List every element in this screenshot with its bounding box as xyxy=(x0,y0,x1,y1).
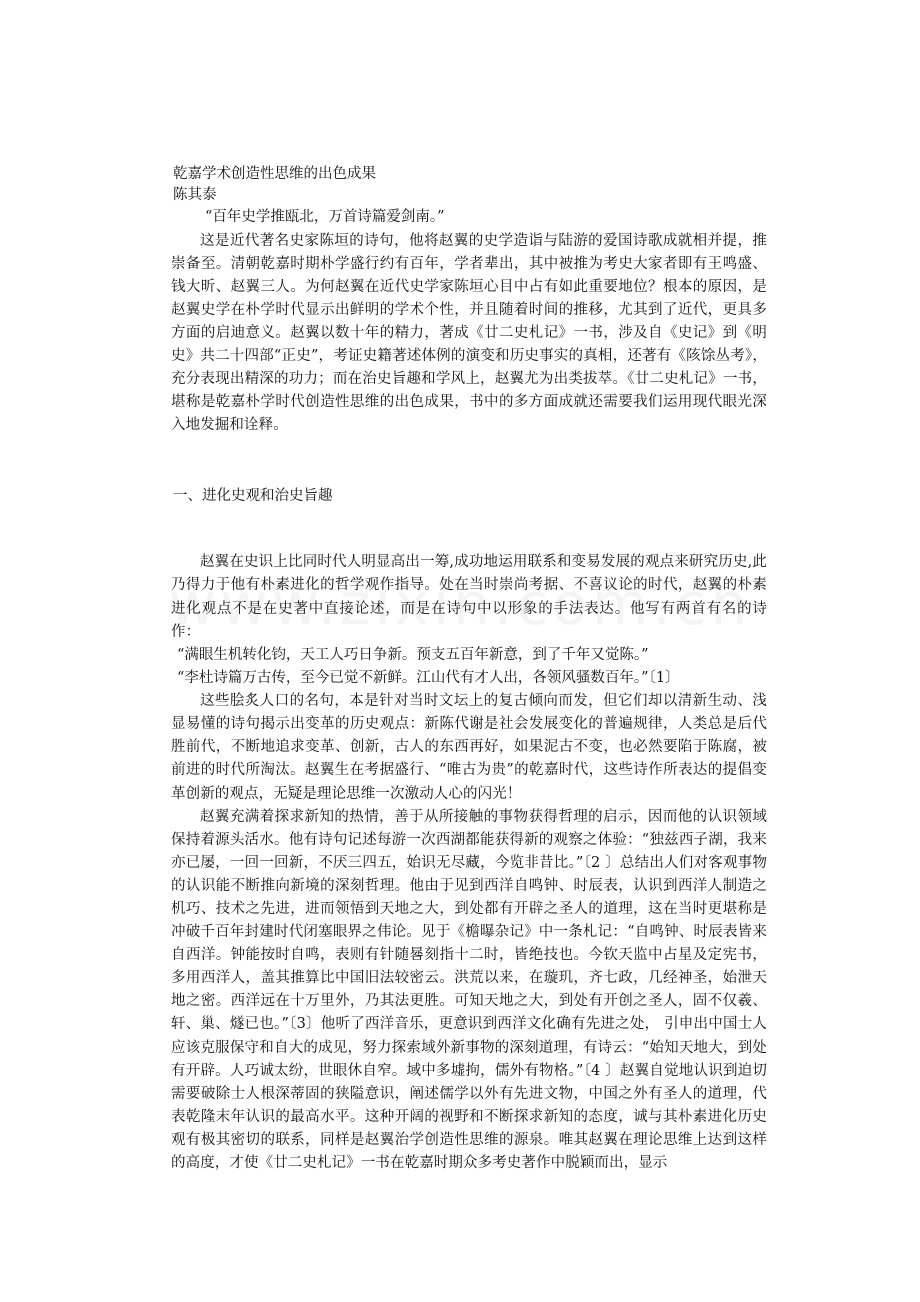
poem-line-2: “李杜诗篇万古传，至今已觉不新鲜。江山代有才人出，各领风骚数百年。”〔1〕 xyxy=(177,669,680,686)
spacer xyxy=(171,437,767,485)
article-author: 陈其泰 xyxy=(173,187,217,203)
article-title: 乾嘉学术创造性思维的出色成果 xyxy=(173,166,376,182)
document-body xyxy=(171,164,767,1175)
intro-paragraph: 这是近代著名史家陈垣的诗句，他将赵翼的史学造诣与陆游的爱国诗歌成就相并提，推崇备至。清朝乾嘉时期朴学盛行约有百年，学者辈出，其中被推为考史大家者即有王鸣盛、钱大昕、赵翼三人。为何赵翼在近代史学家陈垣心目中占有如此重要地位？根本的原因，是赵翼史学在朴学时代显示出鲜明的学术个性，并且随着时间的推移，尤其到了近代，更具多方面的启迪意义。赵翼以数十年的精力，著成《廿二史札记》一书，涉及自《史记》到《明史》共二十四部“正史”，考证史籍著述体例的演变和历史事实的真相，还著有《陔馀丛考》，充分表现出精深的功力；而在治史旨趣和学风上，赵翼尤为出类拔萃。《廿二史札记》一书，堪称是乾嘉朴学时代创造性思维的出色成果，书中的多方面成就还需要我们运用现代眼光深入地发掘和诠释。 xyxy=(171,232,767,434)
opening-quote: “百年史学推瓯北，万首诗篇爱剑南。” xyxy=(205,209,445,225)
section-paragraph-1: 赵翼在史识上比同时代人明显高出一筹,成功地运用联系和变易发展的观点来研究历史,此乃得力于他有朴素进化的哲学观作指导。处在当时崇尚考据、不喜议论的时代，赵翼的朴素进化观点不是在史著中直接论述，而是在诗句中以形象的手法表达。他写有两首有名的诗作： xyxy=(171,554,767,640)
section-paragraph-2: 这些脍炙人口的名句，本是针对当时文坛上的复古倾向而发，但它们却以清新生动、浅显易懂的诗句揭示出变革的历史观点：新陈代谢是社会发展变化的普遍规律，人类总是后代胜前代，不断地追求变革、创新，古人的东西再好，如果泥古不变，也必然要陷于陈腐，被前进的时代所淘汰。赵翼生在考据盛行、“唯古为贵”的乾嘉时代，这些诗作所表达的提倡变革创新的观点，无疑是理论思维一次激动人心的闪光！ xyxy=(171,693,767,802)
spacer xyxy=(171,507,767,551)
poem-line-1: “满眼生机转化钧，天工人巧日争新。预支五百年新意，到了千年又觉陈。” xyxy=(177,646,649,663)
section-paragraph-3: 赵翼充满着探求新知的热情，善于从所接触的事物获得哲理的启示，因而他的认识领域保持着源头活水。他有诗句记述每游一次西湖都能获得新的观察之体验：“独兹西子湖，我来亦已屡，一回一回新，不厌三四五，始识无尽藏，今览非昔比。”〔2 〕总结出人们对客观事物的认识能不断推向新境的深刻哲理。他由于见到西洋自鸣钟、时辰表，认识到西洋人制造之机巧、技术之先进，进而领悟到天地之大，到处都有开辟之圣人的道理，这在当时更堪称是冲破千百年封建时代闭塞眼界之伟论。见于《檐曝杂记》中一条札记：“自鸣钟、时辰表皆来自西洋。钟能按时自鸣，表则有针随晷刻指十二时，皆绝技也。今钦天监中占星及定宪书，多用西洋人，盖其推算比中国旧法较密云。洪荒以来，在璇玑，齐七政，几经神圣，始泄天地之密。西洋远在十万里外，乃其法更胜。可知天地之大，到处有开创之圣人，固不仅羲、轩、巢、燧已也。”〔3〕他听了西洋音乐，更意识到西洋文化确有先进之处， 引申出中国士人应该克服保守和自大的成见，努力探索域外新事物的深刻道理，有诗云：“始知天地大，到处有开辟。人巧诚太纷，世眼休自窄。域中多墟拘，儒外有物格。”〔4 〕赵翼自觉地认识到迫切需要破除士人根深蒂固的狭隘意识，阐述儒学以外有先进文物，中国之外有圣人的道理，代表乾隆末年认识的最高水平。这种开阔的视野和不断探求新知的态度，诚与其朴素进化历史观有极其密切的联系，同样是赵翼治学创造性思维的源泉。唯其赵翼在理论思维上达到这样的高度，才使《廿二史札记》一书在乾嘉时期众多考史著作中脱颖而出，显示 xyxy=(171,808,767,1171)
section-heading: 一、进化史观和治史旨趣 xyxy=(173,488,333,505)
